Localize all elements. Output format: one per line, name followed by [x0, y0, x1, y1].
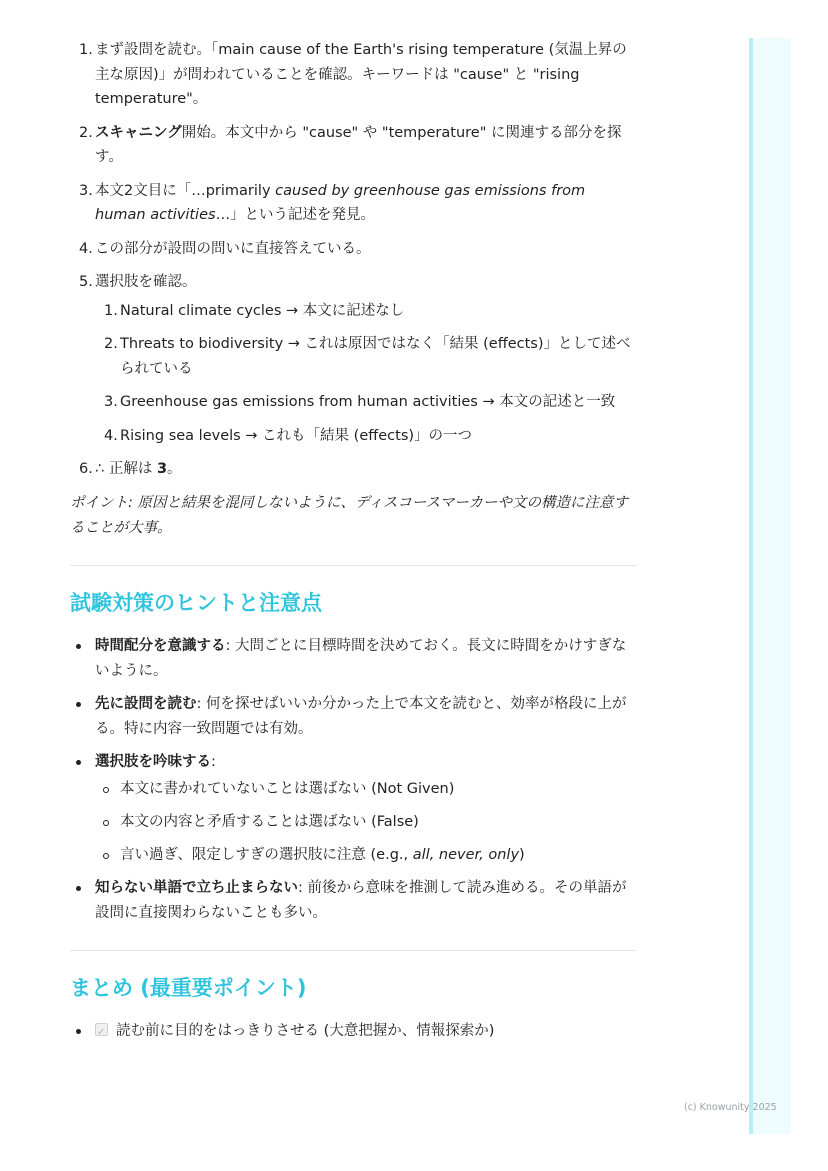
- document-content: [70, 38, 636, 1052]
- option-item: 4. Rising sea levels → これも「結果 (effects)」の一つ: [104, 427, 473, 444]
- sub-tip-item: 本文に書かれていないことは選ばない (Not Given): [95, 777, 636, 802]
- tip-item: 選択肢を吟味する: 本文に書かれていないことは選ばない (Not Given) 本文の内容と矛盾することは選ばない (False) 言い過ぎ、限定しすぎの選択肢に注意 (e.g., all, never, only): [70, 750, 636, 868]
- tip-item: 知らない単語で立ち止まらない: 前後から意味を推測して読み進める。その単語が設問に直接関わらないことも多い。: [70, 876, 636, 926]
- circle-bullet-icon: [103, 853, 109, 859]
- summary-item: ✓読む前に目的をはっきりさせる (大意把握か、情報探索か): [70, 1019, 636, 1044]
- checked-checkbox-icon[interactable]: [95, 1023, 108, 1036]
- bullet-icon: [76, 644, 81, 649]
- key-point-note: ポイント: 原因と結果を混同しないように、ディスコースマーカーや文の構造に注意することが大事。: [70, 494, 629, 536]
- option-item: 2. Threats to biodiversity → これは原因ではなく「結果 (effects)」として述べられている: [104, 336, 631, 377]
- bullet-icon: [76, 1029, 81, 1034]
- tips-heading: 試験対策のヒントと注意点: [70, 590, 322, 615]
- solution-steps: [70, 38, 636, 482]
- sub-tip-item: 本文の内容と矛盾することは選ばない (False): [95, 810, 636, 835]
- bullet-icon: [76, 760, 81, 765]
- tips-list: [70, 634, 636, 926]
- circle-bullet-icon: [103, 820, 109, 826]
- divider: [70, 950, 636, 951]
- tip-item: 先に設問を読む: 何を探せばいいか分かった上で本文を読むと、効率が格段に上がる。特に内容一致問題では有効。: [70, 692, 636, 742]
- step-4: 4. この部分が設問の問いに直接答えている。: [79, 240, 371, 257]
- divider: [70, 565, 636, 566]
- quoted-passage: caused by greenhouse gas emissions from human activities: [95, 182, 586, 223]
- sub-tip-item: 言い過ぎ、限定しすぎの選択肢に注意 (e.g., all, never, only): [95, 843, 636, 868]
- copyright-footer: (c) Knowunity 2025: [684, 1102, 777, 1113]
- step-2: 2. スキャニング開始。本文中から "cause" や "temperature" に関連する部分を探す。: [79, 124, 622, 165]
- step-1: 1. まず設問を読む。「main cause of the Earth's rising temperature (気温上昇の主な原因)」が問われていることを確認。キーワードは "cause" と "rising temperature"。: [79, 42, 627, 107]
- step-3: 3. 本文2文目に「…primarily caused by greenhouse gas emissions from human activities…」という記述を発見。: [79, 182, 586, 223]
- tip-item: 時間配分を意識する: 大問ごとに目標時間を決めておく。長文に時間をかけすぎないように。: [70, 634, 636, 684]
- summary-heading: まとめ (最重要ポイント): [70, 975, 307, 1000]
- answer-number: 3: [156, 461, 168, 477]
- bullet-icon: [76, 702, 81, 707]
- option-item: 1. Natural climate cycles → 本文に記述なし: [104, 302, 405, 319]
- scanning-term: スキャニング: [95, 124, 182, 141]
- circle-bullet-icon: [103, 787, 109, 793]
- right-margin-bar: [749, 38, 791, 1134]
- step-6: 6. ∴ 正解は 3。: [79, 461, 182, 477]
- bullet-icon: [76, 886, 81, 891]
- step-5: 5. 選択肢を確認。 1. Natural climate cycles → 本文に記述なし 2. Threats to biodiversity → これは原因ではなく「結果 (effects)」として述べられている 3. Greenhouse gas emissions from human activities → 本文の記述と一致 4. Rising sea levels → これも「結果 (effects)」の一つ: [70, 270, 636, 448]
- summary-list: [70, 1019, 636, 1044]
- option-item: 3. Greenhouse gas emissions from human activities → 本文の記述と一致: [104, 394, 616, 410]
- answer-options: [95, 299, 636, 449]
- choice-check-list: [95, 777, 636, 868]
